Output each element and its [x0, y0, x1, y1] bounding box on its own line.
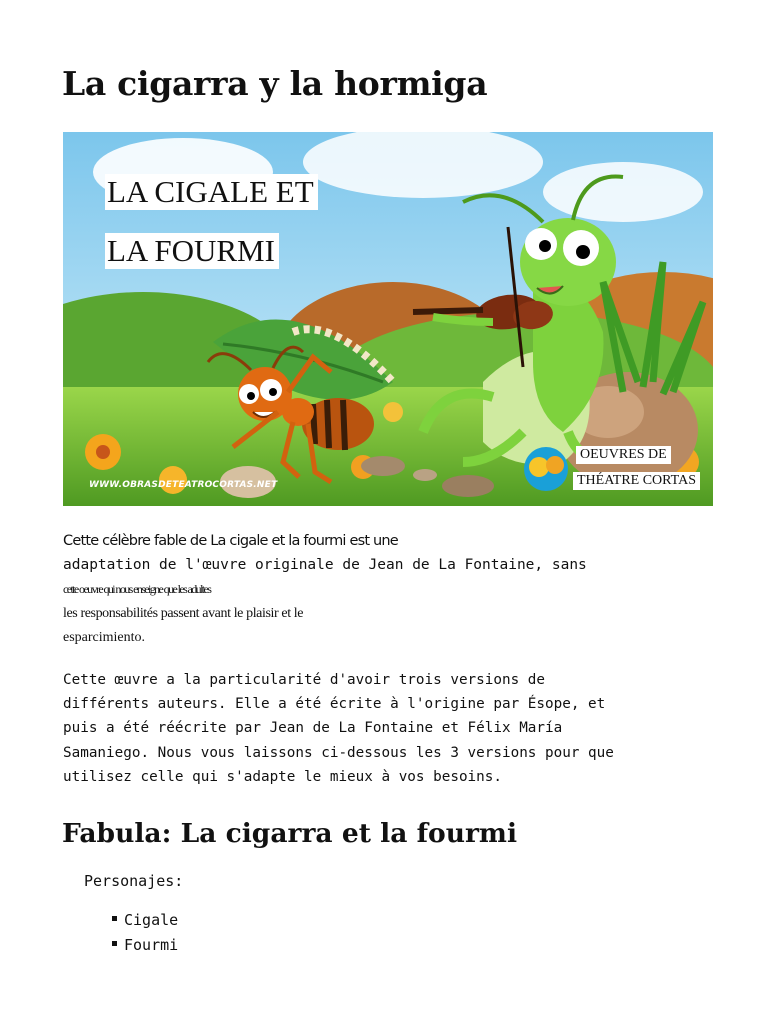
body-line-4: Samaniego. Nous vous laissons ci-dessous les 3 versions pour que — [63, 745, 614, 761]
bullet-icon — [112, 941, 117, 946]
body-line-1: Cette œuvre a la particularité d'avoir trois versions de — [63, 672, 546, 688]
badge-line1: OEUVRES DE — [576, 446, 671, 464]
intro-line-4: les responsabilités passent avant le plaisir et le — [63, 606, 304, 621]
website-watermark: WWW.OBRASDETEATROCORTAS.NET — [89, 480, 278, 490]
badge-line2: THÉATRE CORTAS — [573, 472, 700, 490]
section-title: Fabula: La cigarra et la fourmi — [62, 818, 518, 849]
hero-caption-line2: LA FOURMI — [105, 233, 279, 269]
list-item — [112, 936, 178, 954]
body-line-3: puis a été réécrite par Jean de La Fontaine et Félix María — [63, 720, 563, 736]
hero-illustration — [63, 132, 713, 506]
characters-label: Personajes: — [84, 872, 184, 890]
character-name: Cigale — [124, 911, 179, 929]
intro-line-2: adaptation de l'œuvre originale de Jean de La Fontaine, sans — [63, 557, 587, 573]
hero-caption-line1: LA CIGALE ET — [105, 174, 318, 210]
intro-line-3: cette oeuvre qui nous enseigne que les adultes — [63, 582, 211, 596]
intro-line-5: esparcimiento. — [63, 630, 146, 645]
intro-line-1: Cette célèbre fable de La cigale et la fourmi est une — [63, 533, 398, 549]
page-title: La cigarra y la hormiga — [62, 64, 488, 103]
bullet-icon — [112, 916, 117, 921]
character-name: Fourmi — [124, 936, 179, 954]
body-line-5: utilisez celle qui s'adapte le mieux à vos besoins. — [63, 769, 502, 785]
list-item — [112, 911, 178, 929]
body-line-2: différents auteurs. Elle a été écrite à l'origine par Ésope, et — [63, 696, 606, 712]
